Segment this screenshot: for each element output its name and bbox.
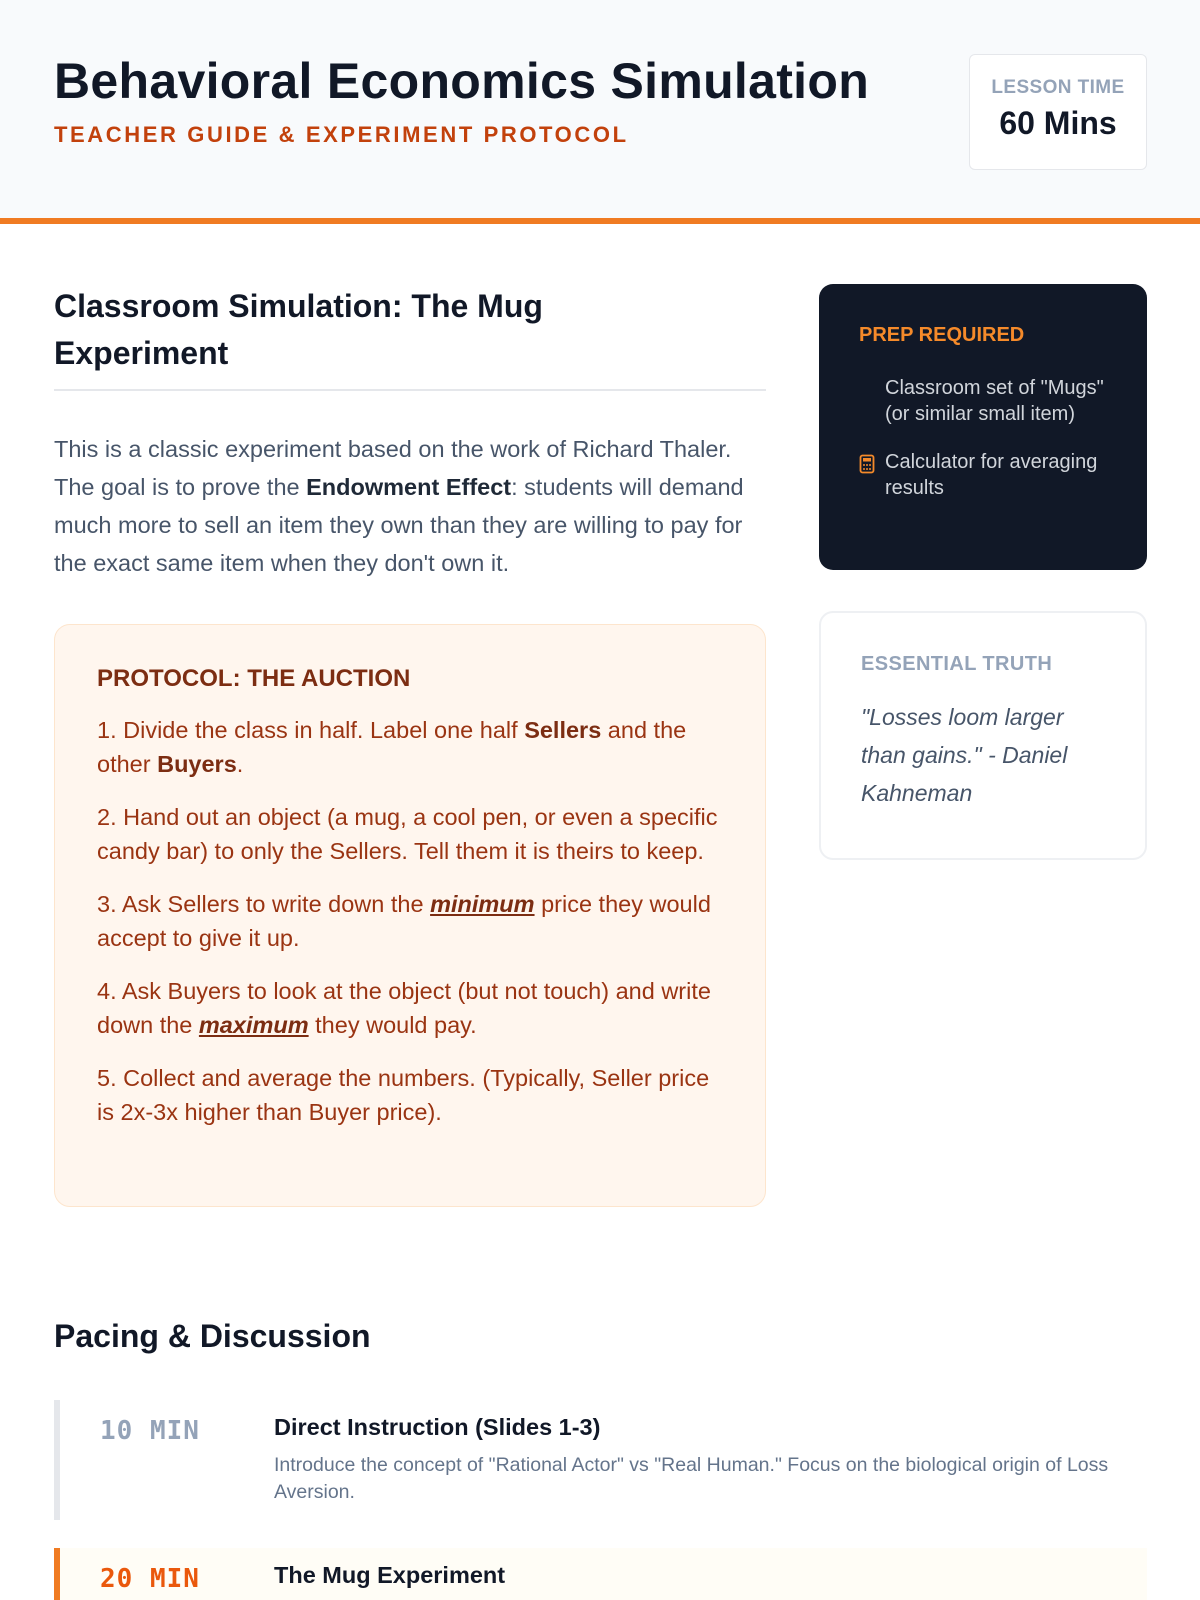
lesson-time-card (969, 54, 1147, 170)
intro-text: This is a classic experiment based on the work of Richard Thaler. The goal is to prove the (54, 436, 732, 500)
step-text: 3. Ask Sellers to write down the (97, 891, 431, 917)
lesson-time-label: LESSON TIME (991, 77, 1125, 98)
protocol-step-2: 2. Hand out an object (a mug, a cool pen, or even a specific candy bar) to only the Sellers. Tell them it is theirs to keep. (97, 804, 718, 864)
step-text: . (236, 751, 244, 777)
truth-quote: "Losses loom larger than gains." - Daniel Kahneman (861, 704, 1068, 806)
pacing-minutes: 10 MIN (100, 1416, 200, 1446)
pacing-activity-name: Direct Instruction (Slides 1-3) (274, 1414, 601, 1440)
pacing-title: Pacing & Discussion (54, 1318, 371, 1354)
lesson-time-value: 60 Mins (999, 105, 1117, 141)
prep-item-mugs (859, 375, 1107, 427)
pacing-activity-description: Introduce the concept of "Rational Actor" vs "Real Human." Focus on the biological origin of Loss Aversion. (274, 1454, 1109, 1503)
prep-item-text: Classroom set of "Mugs" (or similar small item) (885, 377, 1104, 425)
prep-item-calculator (859, 449, 1107, 501)
step-term-sellers: Sellers (524, 717, 602, 743)
protocol-step-1 (97, 713, 723, 781)
protocol-title: PROTOCOL: THE AUCTION (97, 665, 411, 692)
prep-title: PREP REQUIRED (859, 324, 1025, 346)
prep-required-card (819, 284, 1147, 570)
page-title: Behavioral Economics Simulation (54, 53, 870, 109)
prep-item-icon-placeholder (859, 375, 885, 401)
step-text: 4. Ask Buyers to look at the object (but not touch) and write down the (97, 978, 711, 1038)
truth-title: ESSENTIAL TRUTH (861, 653, 1053, 675)
protocol-step-5: 5. Collect and average the numbers. (Typically, Seller price is 2x-3x higher than Buyer price). (97, 1065, 710, 1125)
section-title: Classroom Simulation: The Mug Experiment (54, 288, 543, 371)
prep-item-text: Calculator for averaging results (885, 451, 1098, 499)
step-text: they would pay. (308, 1012, 477, 1038)
step-text: price they would accept to give it up. (97, 891, 711, 951)
intro-paragraph (54, 430, 766, 582)
calculator-icon (859, 449, 885, 475)
pacing-activity-name: The Mug Experiment (274, 1562, 506, 1588)
protocol-card (54, 624, 766, 1207)
intro-text-rest: : students will demand much more to sell an item they own than they are willing to pay for the exact same item when they don't own it. (54, 474, 744, 576)
essential-truth-card (819, 611, 1147, 860)
page-header (0, 0, 1200, 224)
page-subtitle: TEACHER GUIDE & EXPERIMENT PROTOCOL (54, 122, 629, 147)
pacing-minutes: 20 MIN (100, 1564, 200, 1594)
pacing-row-mug-experiment (54, 1548, 1147, 1600)
step-term-buyers: Buyers (157, 751, 237, 777)
step-text: and the other (97, 717, 687, 777)
intro-term: Endowment Effect (306, 474, 512, 500)
pacing-row-direct-instruction (54, 1400, 1147, 1520)
step-text: 1. Divide the class in half. Label one half (97, 717, 525, 743)
section-divider (54, 389, 766, 391)
step-emphasis-maximum: maximum (198, 1012, 309, 1038)
step-emphasis-minimum: minimum (430, 891, 535, 917)
protocol-step-3 (97, 887, 723, 955)
protocol-step-4 (97, 974, 723, 1042)
